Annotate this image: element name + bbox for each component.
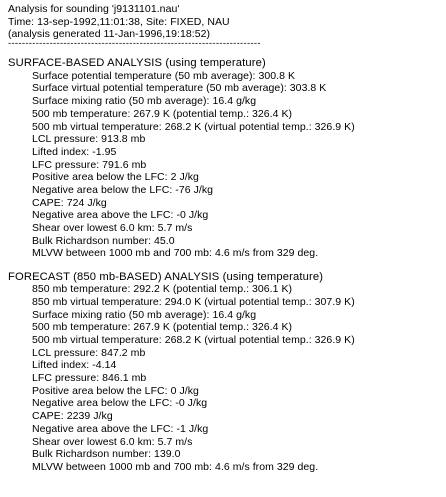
surface-line: Negative area below the LFC: -76 J/kg (32, 183, 214, 196)
forecast-line: MLVW between 1000 mb and 700 mb: 4.6 m/s from 329 deg. (32, 460, 319, 473)
surface-line: MLVW between 1000 mb and 700 mb: 4.6 m/s from 329 deg. (32, 247, 319, 260)
surface-line: 500 mb temperature: 267.9 K (potential temp.: 326.4 K) (32, 107, 293, 120)
forecast-section-heading: FORECAST (850 mb-BASED) ANALYSIS (using temperature) (8, 270, 324, 283)
surface-line: Surface virtual potential temperature (50 mb average): 303.8 K (32, 82, 327, 95)
forecast-line: LFC pressure: 846.1 mb (32, 372, 147, 385)
document-title: Analysis for sounding 'j9131101.nau' (8, 3, 180, 15)
forecast-line: Positive area below the LFC: 0 J/kg (32, 384, 199, 397)
surface-line: Surface potential temperature (50 mb average): 300.8 K (32, 69, 296, 82)
forecast-line: 850 mb virtual temperature: 294.0 K (virtual potential temp.: 307.9 K) (32, 295, 355, 308)
surface-line: Bulk Richardson number: 45.0 (32, 234, 175, 247)
surface-line: Positive area below the LFC: 2 J/kg (32, 171, 199, 184)
section-spacer (8, 49, 440, 57)
generated-line: (analysis generated 11-Jan-1996,19:18:52) (8, 28, 211, 41)
surface-line: LFC pressure: 791.6 mb (32, 158, 147, 171)
forecast-line: Bulk Richardson number: 139.0 (32, 448, 181, 461)
forecast-line: LCL pressure: 847.2 mb (32, 346, 146, 359)
forecast-line: Negative area above the LFC: -1 J/kg (32, 422, 209, 435)
forecast-line: 500 mb virtual temperature: 268.2 K (virtual potential temp.: 326.9 K) (32, 334, 355, 346)
forecast-section-body (8, 283, 440, 473)
surface-line: 500 mb virtual temperature: 268.2 K (virtual potential temp.: 326.9 K) (32, 120, 355, 133)
forecast-line: Lifted index: -4.14 (32, 359, 117, 372)
surface-line: Lifted index: -1.95 (32, 145, 117, 158)
surface-line: Surface mixing ratio (50 mb average): 16.4 g/kg (32, 95, 257, 108)
forecast-line: 850 mb temperature: 292.2 K (potential temp.: 306.1 K) (32, 283, 293, 296)
forecast-line: Negative area below the LFC: -0 J/kg (32, 397, 208, 410)
surface-section-body (8, 70, 440, 260)
forecast-line: Surface mixing ratio (50 mb average): 16.4 g/kg (32, 308, 257, 321)
forecast-line: Shear over lowest 6.0 km: 5.7 m/s (32, 435, 193, 448)
header-divider: ------------------------------------------------------------------------- (8, 41, 261, 50)
forecast-line: CAPE: 2239 J/kg (32, 410, 113, 423)
surface-line: CAPE: 724 J/kg (32, 196, 107, 209)
time-site-line: Time: 13-sep-1992,11:01:38, Site: FIXED, NAU (8, 15, 230, 28)
sounding-analysis-document (8, 3, 440, 474)
surface-section-heading: SURFACE-BASED ANALYSIS (using temperature) (8, 57, 266, 70)
section-spacer (8, 260, 440, 271)
surface-line: LCL pressure: 913.8 mb (32, 133, 146, 146)
surface-line: Negative area above the LFC: -0 J/kg (32, 209, 209, 222)
forecast-line: 500 mb temperature: 267.9 K (potential temp.: 326.4 K) (32, 321, 293, 334)
surface-line: Shear over lowest 6.0 km: 5.7 m/s (32, 222, 193, 234)
